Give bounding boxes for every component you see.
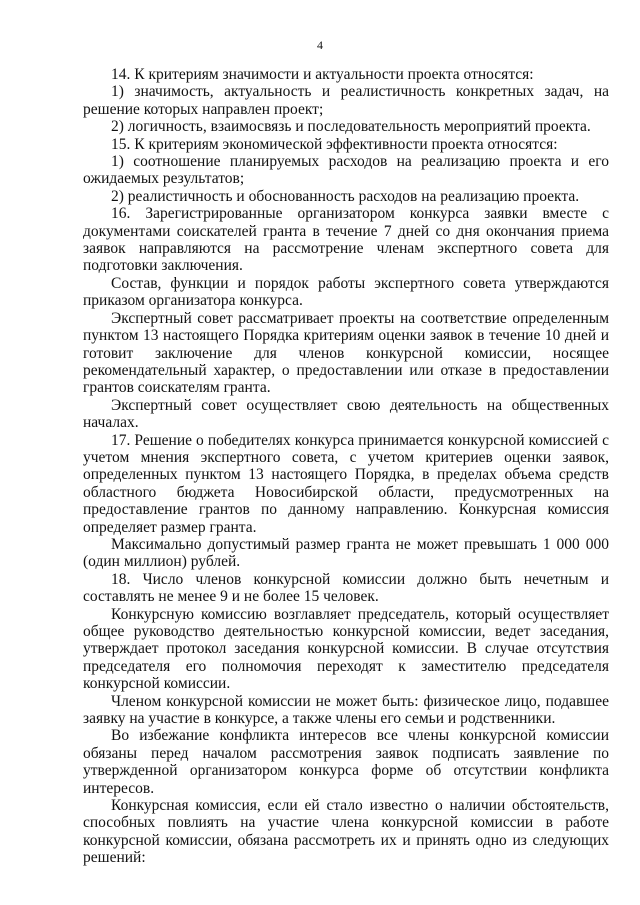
document-body: [83, 66, 609, 867]
paragraph-18-membership-restriction: Членом конкурсной комиссии не может быть: физическое лицо, подавшее заявку на участие в конкурсе, а также члены его семьи и родственники.: [83, 692, 609, 728]
page-number: 4: [317, 38, 323, 52]
paragraph-18-commission-decision: Конкурсная комиссия, если ей стало известно о наличии обстоятельств, способных повлиять на участие члена конкурсной комиссии в работе конкурсной комиссии, обязана рассмотреть их и принять одно из следующих решений:: [83, 797, 609, 867]
paragraph-14-heading: 14. К критериям значимости и актуальности проекта относятся:: [111, 66, 534, 83]
paragraph-15-item-2: 2) реалистичность и обоснованность расходов на реализацию проекта.: [111, 187, 580, 205]
paragraph-16-council-composition: Состав, функции и порядок работы экспертного совета утверждаются приказом организатора конкурса.: [83, 274, 609, 310]
paragraph-18-conflict-of-interest: Во избежание конфликта интересов все члены конкурсной комиссии обязаны перед началом рассмотрения заявок подписать заявление по утвержденной организатором конкурса форме об отсутствии конфликта интересов.: [83, 727, 609, 797]
paragraph-14-item-2: 2) логичность, взаимосвязь и последовательность мероприятий проекта.: [111, 118, 591, 136]
paragraph-18: 18. Число членов конкурсной комиссии должно быть нечетным и составлять не менее 9 и не более 15 человек.: [83, 570, 609, 606]
paragraph-16-council-voluntary: Экспертный совет осуществляет свою деятельность на общественных началах.: [83, 396, 609, 432]
paragraph-17: 17. Решение о победителях конкурса принимается конкурсной комиссией с учетом мнения экспертного совета, с учетом критериев оценки заявок, определенных пунктом 13 настоящего Порядка, в пределах объема средств областного бюджета Новосибирской области, предусмотренных на предоставление грантов по данному направлению. Конкурсная комиссия определяет размер гранта.: [83, 431, 609, 536]
paragraph-14-item-1: 1) значимость, актуальность и реалистичность конкретных задач, на решение которых направлен проект;: [83, 83, 609, 118]
paragraph-18-chairman: Конкурсную комиссию возглавляет председатель, который осуществляет общее руководство деятельностью конкурсной комиссии, ведет заседания, утверждает протокол заседания конкурсной комиссии. В случае отсутствия председателя его полномочия переходят к заместителю председателя конкурсной комиссии.: [83, 605, 609, 693]
paragraph-17-max-grant: Максимально допустимый размер гранта не может превышать 1 000 000 (один миллион) рублей.: [83, 535, 609, 571]
paragraph-16: 16. Зарегистрированные организатором конкурса заявки вместе с документами соискателей гранта в течение 7 дней со дня окончания приема заявок направляются на рассмотрение членам экспертного совета для подготовки заключения.: [83, 205, 609, 275]
paragraph-15-item-1: 1) соотношение планируемых расходов на реализацию проекта и его ожидаемых результатов;: [83, 153, 609, 188]
paragraph-15-heading: 15. К критериям экономической эффективности проекта относятся:: [111, 135, 558, 153]
paragraph-16-council-review: Экспертный совет рассматривает проекты на соответствие определенным пунктом 13 настоящего Порядка критериям оценки заявок в течение 10 дней и готовит заключение для членов конкурсной комиссии, носящее рекомендательный характер, о предоставлении или отказе в предоставлении грантов соискателям гранта.: [83, 309, 609, 397]
